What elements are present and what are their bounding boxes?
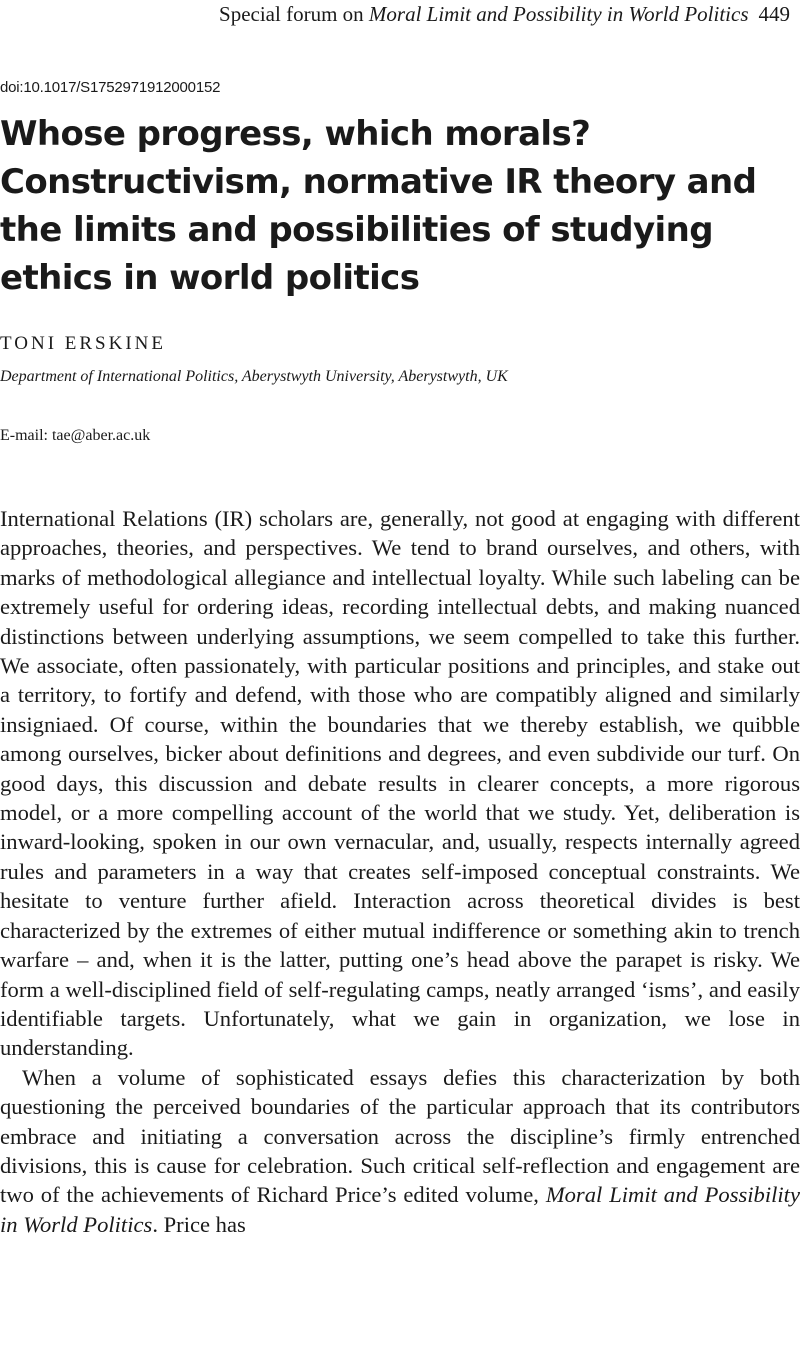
article-body [0,504,800,1239]
article-title: Whose progress, which morals? Constructivism, normative IR theory and the limits and possibilities of studying ethics in world politics [0,114,757,298]
author-affiliation: Department of International Politics, Aberystwyth University, Aberystwyth, UK [0,368,508,385]
paragraph-2-text-end: . Price has [152,1211,246,1237]
doi[interactable]: doi:10.1017/S1752971912000152 [0,79,221,96]
body-paragraph-1: International Relations (IR) scholars are, generally, not good at engaging with different approaches, theories, and perspectives. We tend to brand ourselves, and others, with marks of methodological allegiance and intellectual loyalty. While such labeling can be extremely useful for ordering ideas, recording intellectual debts, and making nuanced distinctions between underlying assumptions, we seem compelled to take this further. We associate, often passionately, with particular positions and principles, and stake out a territory, to fortify and defend, with those who are compatibly aligned and similarly insigniaed. Of course, within the boundaries that we thereby establish, we quibble among ourselves, bicker about definitions and degrees, and even subdivide our turf. On good days, this discussion and debate results in clearer concepts, a more rigorous model, or a more compelling account of the world that we study. Yet, deliberation is inward-looking, spoken in our own vernacular, and, usually, respects internally agreed rules and parameters in a way that creates self-imposed conceptual constraints. We hesitate to venture further afield. Interaction across theoretical divides is best characterized by the extremes of either mutual indifference or something akin to trench warfare – and, when it is the latter, putting one’s head above the parapet is risky. We form a well-disciplined field of self-regulating camps, neatly arranged ‘isms’, and easily identifiable targets. Unfortunately, what we gain in organization, we lose in understanding. [0,506,800,1061]
paragraph-2-text-start: When a volume of sophisticated essays defies this characterization by both questioning the perceived boundaries of the particular approach that its contributors embrace and initiating a conversation across the discipline’s firmly entrenched divisions, this is cause for celebration. Such critical self-reflection and engagement are two of the achievements of Richard Price’s edited volume, [0,1064,800,1208]
running-head-prefix: Special forum on [219,2,369,26]
page-number: 449 [758,2,790,26]
author-name: TONI ERSKINE [0,333,167,354]
running-head [219,0,790,28]
author-email[interactable]: E-mail: tae@aber.ac.uk [0,427,151,444]
body-paragraph-2 [0,1063,800,1239]
running-head-journal: Moral Limit and Possibility in World Politics [368,2,749,26]
book-title: Moral Limit and Possibility in World Politics [0,1182,800,1237]
